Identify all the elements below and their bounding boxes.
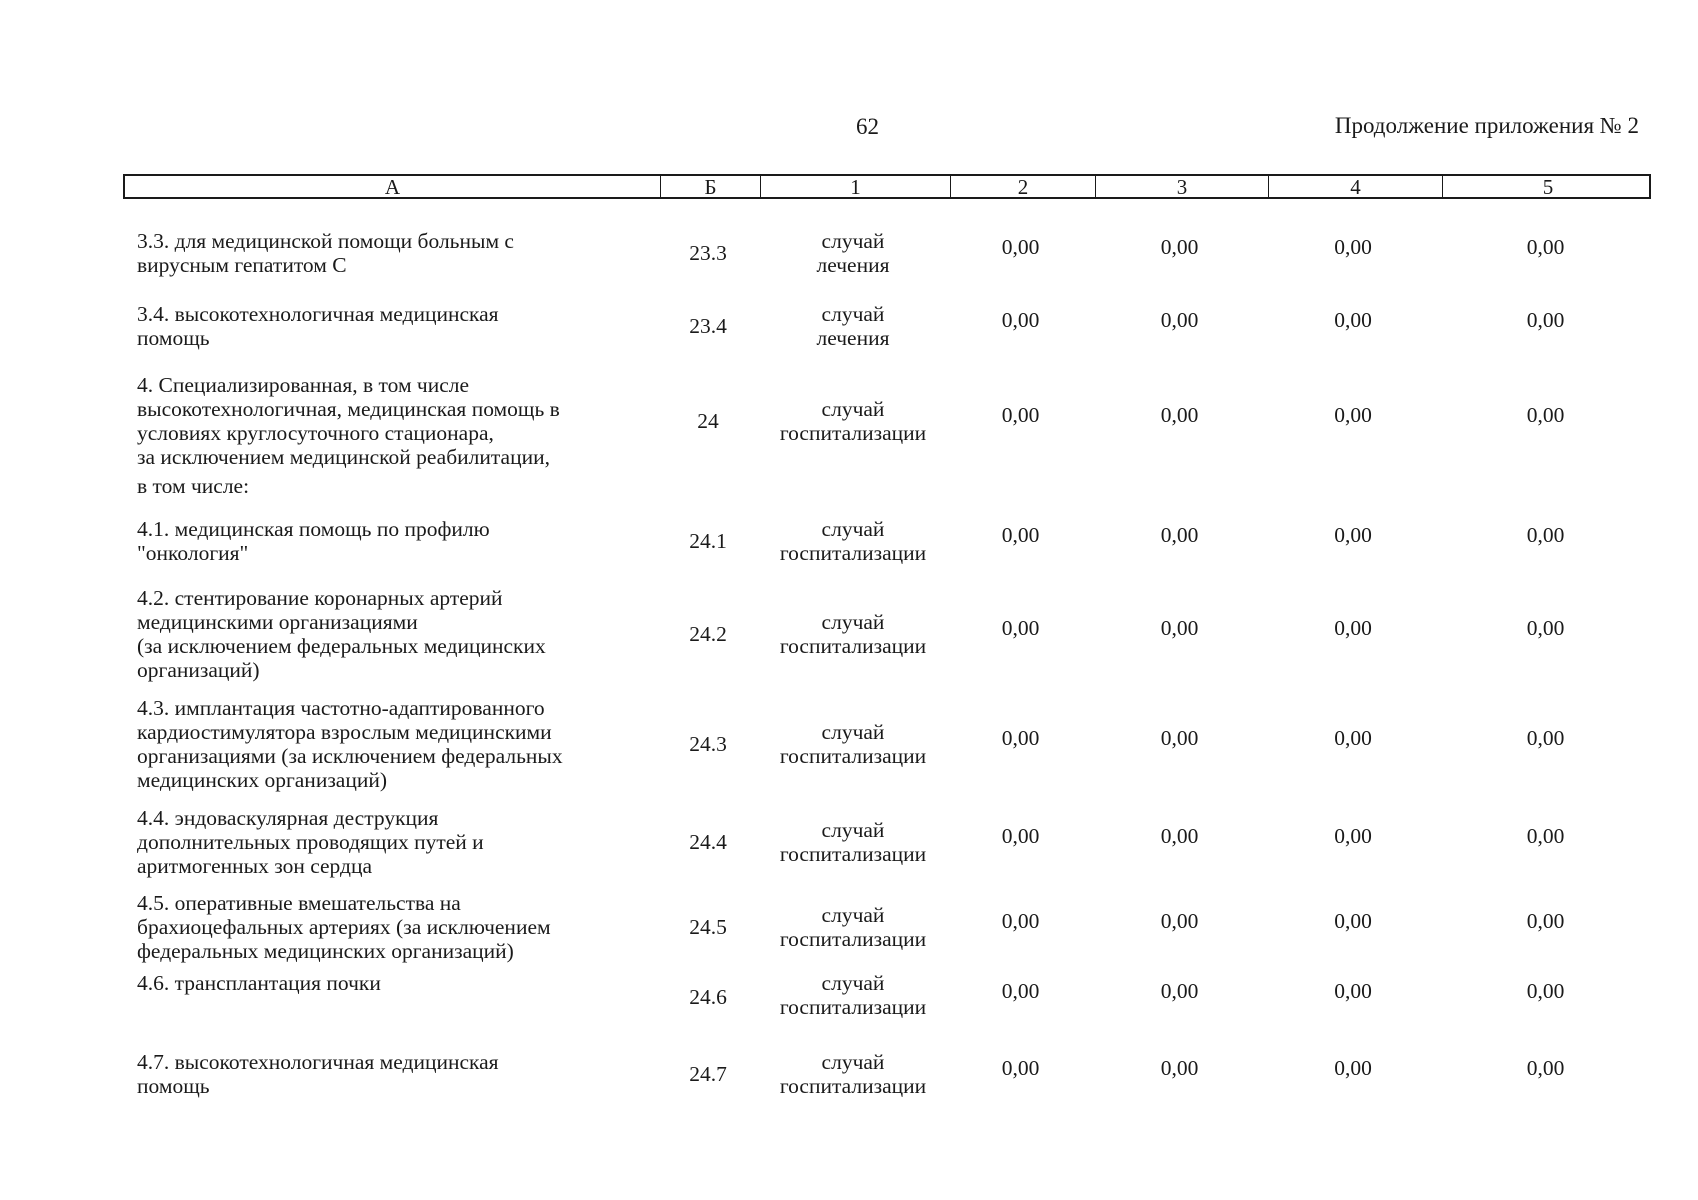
- header-cell-b: Б: [660, 176, 760, 199]
- row-unit: случай госпитализации: [779, 610, 927, 658]
- row-name: 3.4. высокотехнологичная медицинская помощь: [137, 302, 499, 350]
- row-value-2: 0,00: [1001, 824, 1040, 848]
- row-value-4: 0,00: [1334, 235, 1372, 259]
- row-name: 4. Специализированная, в том числе высокотехнологичная, медицинская помощь в условиях круглосуточного стационара, за исключением медицинской реабилитации,: [137, 373, 560, 469]
- data-table: [123, 174, 1651, 1098]
- table-row: [123, 584, 1651, 684]
- row-unit: случай госпитализации: [779, 818, 927, 866]
- row-unit: случай госпитализации: [779, 517, 927, 565]
- row-value-5: 0,00: [1526, 824, 1565, 848]
- row-value-2: 0,00: [1001, 235, 1040, 259]
- row-value-2: 0,00: [1001, 403, 1040, 427]
- table-row: [123, 1044, 1651, 1104]
- table-header: [123, 174, 1651, 199]
- row-name: 4.5. оперативные вмешательства на брахиоцефальных артериях (за исключением федеральных медицинских организаций): [137, 891, 551, 963]
- row-name: 4.3. имплантация частотно-адаптированного кардиостимулятора взрослым медицинскими организациями (за исключением федеральных медицинских организаций): [137, 696, 563, 792]
- row-code: 24.1: [689, 529, 727, 553]
- row-name: 4.2. стентирование коронарных артерий медицинскими организациями (за исключением федеральных медицинских организаций): [137, 586, 546, 682]
- row-value-4: 0,00: [1334, 616, 1372, 640]
- row-value-3: 0,00: [1160, 726, 1199, 750]
- row-value-5: 0,00: [1526, 909, 1565, 933]
- row-code: 23.4: [689, 314, 727, 338]
- row-value-3: 0,00: [1160, 824, 1199, 848]
- header-cell-3: 3: [1095, 176, 1268, 199]
- row-unit: случай госпитализации: [779, 720, 927, 768]
- row-value-2: 0,00: [1001, 909, 1040, 933]
- row-value-3: 0,00: [1160, 616, 1199, 640]
- row-value-2: 0,00: [1001, 308, 1040, 332]
- row-name: 4.1. медицинская помощь по профилю "онкология": [137, 517, 490, 565]
- row-value-5: 0,00: [1526, 403, 1565, 427]
- row-code: 24.7: [689, 1062, 727, 1086]
- row-value-4: 0,00: [1334, 1056, 1372, 1080]
- row-name: 4.7. высокотехнологичная медицинская помощь: [137, 1050, 499, 1098]
- row-value-2: 0,00: [1001, 616, 1040, 640]
- row-value-4: 0,00: [1334, 979, 1372, 1003]
- header-cell-2: 2: [950, 176, 1095, 199]
- table-row: [123, 371, 1651, 471]
- row-value-4: 0,00: [1334, 523, 1372, 547]
- header-cell-1: 1: [760, 176, 950, 199]
- header-cell-4: 4: [1268, 176, 1442, 199]
- row-value-3: 0,00: [1160, 523, 1199, 547]
- row-value-5: 0,00: [1526, 726, 1565, 750]
- header-cell-5: 5: [1442, 176, 1653, 199]
- continuation-label: Продолжение приложения № 2: [1334, 113, 1639, 138]
- row-name: 4.6. трансплантация почки: [137, 971, 381, 995]
- row-value-3: 0,00: [1160, 1056, 1199, 1080]
- row-value-5: 0,00: [1526, 1056, 1565, 1080]
- row-value-2: 0,00: [1001, 1056, 1040, 1080]
- row-value-4: 0,00: [1334, 403, 1372, 427]
- row-code: 24.6: [689, 985, 727, 1009]
- row-value-5: 0,00: [1526, 979, 1565, 1003]
- row-value-4: 0,00: [1334, 308, 1372, 332]
- row-value-2: 0,00: [1001, 523, 1040, 547]
- row-unit: случай госпитализации: [779, 397, 927, 445]
- row-value-4: 0,00: [1334, 909, 1372, 933]
- row-unit: случай госпитализации: [779, 903, 927, 951]
- row-value-3: 0,00: [1160, 308, 1199, 332]
- table-row: [123, 296, 1651, 356]
- row-name: 4.4. эндоваскулярная деструкция дополнительных проводящих путей и аритмогенных зон сердца: [137, 806, 484, 878]
- row-code: 24.3: [689, 732, 727, 756]
- including-note: в том числе:: [137, 474, 250, 498]
- row-code: 24.5: [689, 915, 727, 939]
- table-row: [123, 889, 1651, 965]
- row-value-5: 0,00: [1526, 523, 1565, 547]
- table-row: [123, 511, 1651, 571]
- row-value-4: 0,00: [1334, 726, 1372, 750]
- header-cell-a: А: [384, 175, 401, 199]
- row-value-3: 0,00: [1160, 235, 1199, 259]
- table-row: [123, 694, 1651, 794]
- row-value-3: 0,00: [1160, 909, 1199, 933]
- row-value-5: 0,00: [1526, 616, 1565, 640]
- row-unit: случай лечения: [816, 229, 890, 277]
- row-name: 3.3. для медицинской помощи больным с вирусным гепатитом С: [137, 229, 514, 277]
- row-value-3: 0,00: [1160, 403, 1199, 427]
- row-code: 23.3: [689, 241, 727, 265]
- row-value-3: 0,00: [1160, 979, 1199, 1003]
- row-code: 24.2: [689, 622, 727, 646]
- row-unit: случай госпитализации: [779, 971, 927, 1019]
- row-value-4: 0,00: [1334, 824, 1372, 848]
- row-unit: случай госпитализации: [779, 1050, 927, 1098]
- row-value-5: 0,00: [1526, 308, 1565, 332]
- row-value-2: 0,00: [1001, 726, 1040, 750]
- row-code: 24.4: [689, 830, 727, 854]
- row-value-5: 0,00: [1526, 235, 1565, 259]
- row-unit: случай лечения: [816, 302, 890, 350]
- row-value-2: 0,00: [1001, 979, 1040, 1003]
- page-number: 62: [856, 114, 879, 139]
- table-row: [123, 223, 1651, 283]
- table-row: [123, 804, 1651, 880]
- row-code: 24: [697, 409, 719, 433]
- table-row: [123, 971, 1651, 1031]
